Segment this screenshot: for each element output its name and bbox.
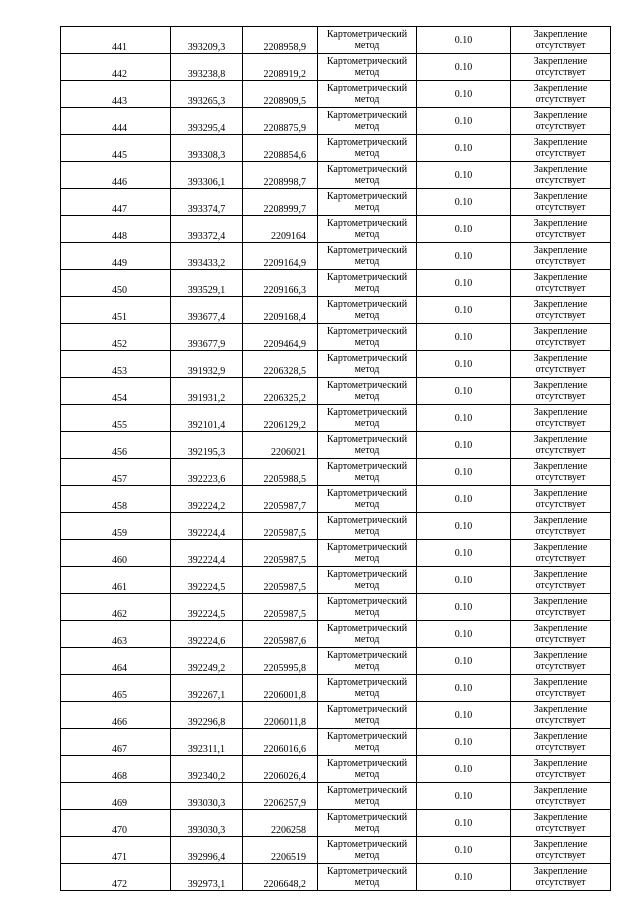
table-row bbox=[61, 567, 611, 594]
method-cell: Картометрический метод bbox=[318, 864, 417, 891]
y-coordinate-cell: 2209164,9 bbox=[243, 243, 318, 270]
method-cell: Картометрический метод bbox=[318, 783, 417, 810]
table-row bbox=[61, 216, 611, 243]
table-row bbox=[61, 675, 611, 702]
x-coordinate-cell: 392249,2 bbox=[171, 648, 243, 675]
y-coordinate-cell: 2208999,7 bbox=[243, 189, 318, 216]
y-coordinate-cell: 2209168,4 bbox=[243, 297, 318, 324]
fixation-cell: Закрепление отсутствует bbox=[511, 189, 611, 216]
table-row bbox=[61, 513, 611, 540]
fixation-cell: Закрепление отсутствует bbox=[511, 621, 611, 648]
y-coordinate-cell: 2206016,6 bbox=[243, 729, 318, 756]
x-coordinate-cell: 392973,1 bbox=[171, 864, 243, 891]
table-row bbox=[61, 378, 611, 405]
fixation-cell: Закрепление отсутствует bbox=[511, 864, 611, 891]
accuracy-cell: 0.10 bbox=[417, 594, 511, 621]
table-row bbox=[61, 81, 611, 108]
x-coordinate-cell: 392311,1 bbox=[171, 729, 243, 756]
point-number-cell: 459 bbox=[61, 513, 171, 540]
method-cell: Картометрический метод bbox=[318, 216, 417, 243]
point-number-cell: 469 bbox=[61, 783, 171, 810]
fixation-cell: Закрепление отсутствует bbox=[511, 270, 611, 297]
table-row bbox=[61, 837, 611, 864]
method-cell: Картометрический метод bbox=[318, 81, 417, 108]
point-number-cell: 444 bbox=[61, 108, 171, 135]
fixation-cell: Закрепление отсутствует bbox=[511, 54, 611, 81]
accuracy-cell: 0.10 bbox=[417, 675, 511, 702]
x-coordinate-cell: 393209,3 bbox=[171, 27, 243, 54]
accuracy-cell: 0.10 bbox=[417, 810, 511, 837]
table-row bbox=[61, 27, 611, 54]
method-cell: Картометрический метод bbox=[318, 621, 417, 648]
accuracy-cell: 0.10 bbox=[417, 513, 511, 540]
x-coordinate-cell: 393306,1 bbox=[171, 162, 243, 189]
y-coordinate-cell: 2205987,6 bbox=[243, 621, 318, 648]
method-cell: Картометрический метод bbox=[318, 270, 417, 297]
point-number-cell: 443 bbox=[61, 81, 171, 108]
y-coordinate-cell: 2208998,7 bbox=[243, 162, 318, 189]
accuracy-cell: 0.10 bbox=[417, 54, 511, 81]
point-number-cell: 471 bbox=[61, 837, 171, 864]
table-row bbox=[61, 54, 611, 81]
fixation-cell: Закрепление отсутствует bbox=[511, 756, 611, 783]
method-cell: Картометрический метод bbox=[318, 594, 417, 621]
accuracy-cell: 0.10 bbox=[417, 756, 511, 783]
point-number-cell: 461 bbox=[61, 567, 171, 594]
method-cell: Картометрический метод bbox=[318, 513, 417, 540]
point-number-cell: 454 bbox=[61, 378, 171, 405]
x-coordinate-cell: 393030,3 bbox=[171, 783, 243, 810]
table-row bbox=[61, 864, 611, 891]
point-number-cell: 445 bbox=[61, 135, 171, 162]
x-coordinate-cell: 392195,3 bbox=[171, 432, 243, 459]
accuracy-cell: 0.10 bbox=[417, 459, 511, 486]
table-row bbox=[61, 135, 611, 162]
accuracy-cell: 0.10 bbox=[417, 540, 511, 567]
fixation-cell: Закрепление отсутствует bbox=[511, 81, 611, 108]
table-row bbox=[61, 594, 611, 621]
method-cell: Картометрический метод bbox=[318, 351, 417, 378]
accuracy-cell: 0.10 bbox=[417, 405, 511, 432]
fixation-cell: Закрепление отсутствует bbox=[511, 162, 611, 189]
method-cell: Картометрический метод bbox=[318, 756, 417, 783]
fixation-cell: Закрепление отсутствует bbox=[511, 135, 611, 162]
table-row bbox=[61, 432, 611, 459]
y-coordinate-cell: 2206129,2 bbox=[243, 405, 318, 432]
x-coordinate-cell: 392296,8 bbox=[171, 702, 243, 729]
method-cell: Картометрический метод bbox=[318, 108, 417, 135]
y-coordinate-cell: 2208958,9 bbox=[243, 27, 318, 54]
accuracy-cell: 0.10 bbox=[417, 432, 511, 459]
x-coordinate-cell: 393295,4 bbox=[171, 108, 243, 135]
table-row bbox=[61, 243, 611, 270]
table-row bbox=[61, 108, 611, 135]
method-cell: Картометрический метод bbox=[318, 162, 417, 189]
method-cell: Картометрический метод bbox=[318, 567, 417, 594]
table-row bbox=[61, 756, 611, 783]
fixation-cell: Закрепление отсутствует bbox=[511, 216, 611, 243]
fixation-cell: Закрепление отсутствует bbox=[511, 297, 611, 324]
accuracy-cell: 0.10 bbox=[417, 864, 511, 891]
point-number-cell: 455 bbox=[61, 405, 171, 432]
y-coordinate-cell: 2205995,8 bbox=[243, 648, 318, 675]
fixation-cell: Закрепление отсутствует bbox=[511, 243, 611, 270]
accuracy-cell: 0.10 bbox=[417, 351, 511, 378]
point-number-cell: 470 bbox=[61, 810, 171, 837]
accuracy-cell: 0.10 bbox=[417, 189, 511, 216]
point-number-cell: 457 bbox=[61, 459, 171, 486]
y-coordinate-cell: 2206026,4 bbox=[243, 756, 318, 783]
y-coordinate-cell: 2209464,9 bbox=[243, 324, 318, 351]
method-cell: Картометрический метод bbox=[318, 27, 417, 54]
fixation-cell: Закрепление отсутствует bbox=[511, 648, 611, 675]
fixation-cell: Закрепление отсутствует bbox=[511, 837, 611, 864]
x-coordinate-cell: 392224,2 bbox=[171, 486, 243, 513]
fixation-cell: Закрепление отсутствует bbox=[511, 810, 611, 837]
point-number-cell: 458 bbox=[61, 486, 171, 513]
x-coordinate-cell: 393308,3 bbox=[171, 135, 243, 162]
accuracy-cell: 0.10 bbox=[417, 729, 511, 756]
table-row bbox=[61, 540, 611, 567]
method-cell: Картометрический метод bbox=[318, 540, 417, 567]
y-coordinate-cell: 2205988,5 bbox=[243, 459, 318, 486]
method-cell: Картометрический метод bbox=[318, 648, 417, 675]
fixation-cell: Закрепление отсутствует bbox=[511, 594, 611, 621]
fixation-cell: Закрепление отсутствует bbox=[511, 702, 611, 729]
method-cell: Картометрический метод bbox=[318, 702, 417, 729]
accuracy-cell: 0.10 bbox=[417, 108, 511, 135]
accuracy-cell: 0.10 bbox=[417, 297, 511, 324]
fixation-cell: Закрепление отсутствует bbox=[511, 567, 611, 594]
x-coordinate-cell: 392340,2 bbox=[171, 756, 243, 783]
method-cell: Картометрический метод bbox=[318, 729, 417, 756]
point-number-cell: 452 bbox=[61, 324, 171, 351]
point-number-cell: 465 bbox=[61, 675, 171, 702]
y-coordinate-cell: 2205987,5 bbox=[243, 540, 318, 567]
table-row bbox=[61, 702, 611, 729]
x-coordinate-cell: 392224,4 bbox=[171, 540, 243, 567]
x-coordinate-cell: 391932,9 bbox=[171, 351, 243, 378]
x-coordinate-cell: 393238,8 bbox=[171, 54, 243, 81]
fixation-cell: Закрепление отсутствует bbox=[511, 729, 611, 756]
accuracy-cell: 0.10 bbox=[417, 486, 511, 513]
table-row bbox=[61, 729, 611, 756]
y-coordinate-cell: 2206328,5 bbox=[243, 351, 318, 378]
table-row bbox=[61, 486, 611, 513]
accuracy-cell: 0.10 bbox=[417, 378, 511, 405]
point-number-cell: 441 bbox=[61, 27, 171, 54]
accuracy-cell: 0.10 bbox=[417, 621, 511, 648]
table-row bbox=[61, 270, 611, 297]
point-number-cell: 464 bbox=[61, 648, 171, 675]
y-coordinate-cell: 2206325,2 bbox=[243, 378, 318, 405]
fixation-cell: Закрепление отсутствует bbox=[511, 378, 611, 405]
method-cell: Картометрический метод bbox=[318, 459, 417, 486]
table-row bbox=[61, 297, 611, 324]
x-coordinate-cell: 392224,4 bbox=[171, 513, 243, 540]
method-cell: Картометрический метод bbox=[318, 54, 417, 81]
x-coordinate-cell: 392224,6 bbox=[171, 621, 243, 648]
point-number-cell: 466 bbox=[61, 702, 171, 729]
y-coordinate-cell: 2205987,5 bbox=[243, 567, 318, 594]
method-cell: Картометрический метод bbox=[318, 432, 417, 459]
point-number-cell: 460 bbox=[61, 540, 171, 567]
point-number-cell: 451 bbox=[61, 297, 171, 324]
x-coordinate-cell: 393265,3 bbox=[171, 81, 243, 108]
table-row bbox=[61, 162, 611, 189]
point-number-cell: 468 bbox=[61, 756, 171, 783]
accuracy-cell: 0.10 bbox=[417, 324, 511, 351]
point-number-cell: 450 bbox=[61, 270, 171, 297]
x-coordinate-cell: 392224,5 bbox=[171, 567, 243, 594]
y-coordinate-cell: 2206648,2 bbox=[243, 864, 318, 891]
point-number-cell: 442 bbox=[61, 54, 171, 81]
table-row bbox=[61, 648, 611, 675]
fixation-cell: Закрепление отсутствует bbox=[511, 675, 611, 702]
accuracy-cell: 0.10 bbox=[417, 162, 511, 189]
x-coordinate-cell: 391931,2 bbox=[171, 378, 243, 405]
fixation-cell: Закрепление отсутствует bbox=[511, 351, 611, 378]
method-cell: Картометрический метод bbox=[318, 837, 417, 864]
x-coordinate-cell: 393374,7 bbox=[171, 189, 243, 216]
point-number-cell: 463 bbox=[61, 621, 171, 648]
method-cell: Картометрический метод bbox=[318, 243, 417, 270]
method-cell: Картометрический метод bbox=[318, 189, 417, 216]
table-row bbox=[61, 189, 611, 216]
y-coordinate-cell: 2208909,5 bbox=[243, 81, 318, 108]
method-cell: Картометрический метод bbox=[318, 675, 417, 702]
point-number-cell: 446 bbox=[61, 162, 171, 189]
fixation-cell: Закрепление отсутствует bbox=[511, 783, 611, 810]
y-coordinate-cell: 2208875,9 bbox=[243, 108, 318, 135]
accuracy-cell: 0.10 bbox=[417, 783, 511, 810]
fixation-cell: Закрепление отсутствует bbox=[511, 540, 611, 567]
fixation-cell: Закрепление отсутствует bbox=[511, 405, 611, 432]
accuracy-cell: 0.10 bbox=[417, 270, 511, 297]
y-coordinate-cell: 2206519 bbox=[243, 837, 318, 864]
accuracy-cell: 0.10 bbox=[417, 81, 511, 108]
table-row bbox=[61, 351, 611, 378]
method-cell: Картометрический метод bbox=[318, 405, 417, 432]
x-coordinate-cell: 392224,5 bbox=[171, 594, 243, 621]
point-number-cell: 456 bbox=[61, 432, 171, 459]
point-number-cell: 472 bbox=[61, 864, 171, 891]
fixation-cell: Закрепление отсутствует bbox=[511, 324, 611, 351]
fixation-cell: Закрепление отсутствует bbox=[511, 513, 611, 540]
accuracy-cell: 0.10 bbox=[417, 243, 511, 270]
x-coordinate-cell: 392101,4 bbox=[171, 405, 243, 432]
method-cell: Картометрический метод bbox=[318, 378, 417, 405]
method-cell: Картометрический метод bbox=[318, 324, 417, 351]
table-row bbox=[61, 783, 611, 810]
x-coordinate-cell: 393030,3 bbox=[171, 810, 243, 837]
point-number-cell: 448 bbox=[61, 216, 171, 243]
table-row bbox=[61, 324, 611, 351]
y-coordinate-cell: 2205987,5 bbox=[243, 594, 318, 621]
method-cell: Картометрический метод bbox=[318, 135, 417, 162]
accuracy-cell: 0.10 bbox=[417, 216, 511, 243]
y-coordinate-cell: 2206011,8 bbox=[243, 702, 318, 729]
method-cell: Картометрический метод bbox=[318, 297, 417, 324]
y-coordinate-cell: 2206001,8 bbox=[243, 675, 318, 702]
fixation-cell: Закрепление отсутствует bbox=[511, 459, 611, 486]
x-coordinate-cell: 393529,1 bbox=[171, 270, 243, 297]
fixation-cell: Закрепление отсутствует bbox=[511, 486, 611, 513]
y-coordinate-cell: 2206258 bbox=[243, 810, 318, 837]
y-coordinate-cell: 2208854,6 bbox=[243, 135, 318, 162]
fixation-cell: Закрепление отсутствует bbox=[511, 432, 611, 459]
accuracy-cell: 0.10 bbox=[417, 837, 511, 864]
x-coordinate-cell: 393677,4 bbox=[171, 297, 243, 324]
fixation-cell: Закрепление отсутствует bbox=[511, 108, 611, 135]
accuracy-cell: 0.10 bbox=[417, 27, 511, 54]
y-coordinate-cell: 2205987,5 bbox=[243, 513, 318, 540]
accuracy-cell: 0.10 bbox=[417, 648, 511, 675]
x-coordinate-cell: 392267,1 bbox=[171, 675, 243, 702]
point-number-cell: 467 bbox=[61, 729, 171, 756]
point-number-cell: 462 bbox=[61, 594, 171, 621]
coordinates-table bbox=[60, 26, 611, 891]
x-coordinate-cell: 393677,9 bbox=[171, 324, 243, 351]
table-row bbox=[61, 459, 611, 486]
point-number-cell: 453 bbox=[61, 351, 171, 378]
table-row bbox=[61, 621, 611, 648]
y-coordinate-cell: 2205987,7 bbox=[243, 486, 318, 513]
x-coordinate-cell: 392223,6 bbox=[171, 459, 243, 486]
y-coordinate-cell: 2209164 bbox=[243, 216, 318, 243]
y-coordinate-cell: 2208919,2 bbox=[243, 54, 318, 81]
point-number-cell: 449 bbox=[61, 243, 171, 270]
x-coordinate-cell: 393372,4 bbox=[171, 216, 243, 243]
table-row bbox=[61, 405, 611, 432]
method-cell: Картометрический метод bbox=[318, 810, 417, 837]
accuracy-cell: 0.10 bbox=[417, 702, 511, 729]
fixation-cell: Закрепление отсутствует bbox=[511, 27, 611, 54]
accuracy-cell: 0.10 bbox=[417, 567, 511, 594]
table-row bbox=[61, 810, 611, 837]
method-cell: Картометрический метод bbox=[318, 486, 417, 513]
y-coordinate-cell: 2206021 bbox=[243, 432, 318, 459]
accuracy-cell: 0.10 bbox=[417, 135, 511, 162]
x-coordinate-cell: 392996,4 bbox=[171, 837, 243, 864]
coordinates-table-body bbox=[61, 27, 611, 891]
point-number-cell: 447 bbox=[61, 189, 171, 216]
x-coordinate-cell: 393433,2 bbox=[171, 243, 243, 270]
y-coordinate-cell: 2206257,9 bbox=[243, 783, 318, 810]
y-coordinate-cell: 2209166,3 bbox=[243, 270, 318, 297]
